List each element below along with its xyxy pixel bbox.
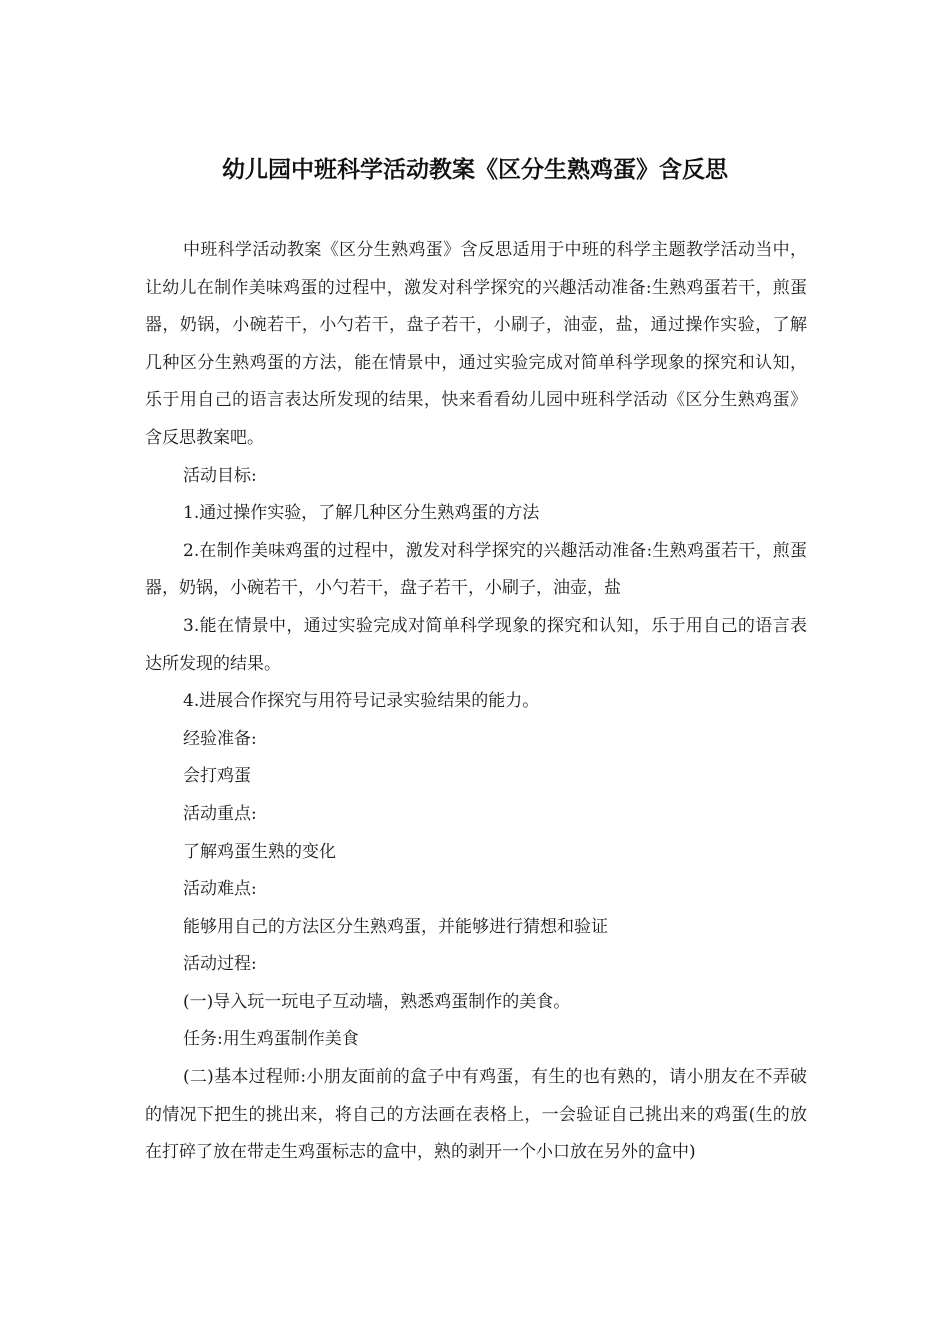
document-body [145, 232, 807, 1172]
section-heading-key-point: 活动重点: [183, 803, 257, 824]
process-task: 任务:用生鸡蛋制作美食 [183, 1029, 359, 1050]
difficulty-text: 能够用自己的方法区分生熟鸡蛋，并能够进行猜想和验证 [183, 916, 608, 937]
goal-item-1: 1.通过操作实验，了解几种区分生熟鸡蛋的方法 [183, 503, 540, 524]
section-heading-process: 活动过程: [183, 954, 257, 975]
section-heading-difficulty: 活动难点: [183, 879, 257, 900]
key-point-text: 了解鸡蛋生熟的变化 [183, 841, 336, 862]
goal-item-3: 3.能在情景中，通过实验完成对简单科学现象的探究和认知，乐于用自己的语言表达所发现的结果。 [145, 615, 807, 674]
experience-text: 会打鸡蛋 [183, 766, 251, 787]
section-heading-experience: 经验准备: [183, 728, 257, 749]
process-step-1: (一)导入玩一玩电子互动墙，熟悉鸡蛋制作的美食。 [183, 991, 571, 1012]
document-title: 幼儿园中班科学活动教案《区分生熟鸡蛋》含反思 [222, 157, 728, 183]
process-step-2: (二)基本过程师:小朋友面前的盒子中有鸡蛋，有生的也有熟的，请小朋友在不弄破的情况下把生的挑出来，将自己的方法画在表格上，一会验证自己挑出来的鸡蛋(生的放在打碎了放在带走生鸡蛋标志的盒中，熟的剥开一个小口放在另外的盒中) [145, 1067, 807, 1163]
goal-item-2: 2.在制作美味鸡蛋的过程中，激发对科学探究的兴趣活动准备:生熟鸡蛋若干，煎蛋器，奶锅，小碗若干，小勺若干，盘子若干，小刷子，油壶，盐 [145, 540, 807, 599]
section-heading-goals: 活动目标: [183, 465, 257, 486]
intro-paragraph: 中班科学活动教案《区分生熟鸡蛋》含反思适用于中班的科学主题教学活动当中，让幼儿在制作美味鸡蛋的过程中，激发对科学探究的兴趣活动准备:生熟鸡蛋若干，煎蛋器，奶锅，小碗若干，小勺若干，盘子若干，小刷子，油壶，盐，通过操作实验，了解几种区分生熟鸡蛋的方法，能在情景中，通过实验完成对简单科学现象的探究和认知，乐于用自己的语言表达所发现的结果，快来看看幼儿园中班科学活动《区分生熟鸡蛋》含反思教案吧。 [145, 240, 807, 448]
goal-item-4: 4.进展合作探究与用符号记录实验结果的能力。 [183, 691, 540, 712]
